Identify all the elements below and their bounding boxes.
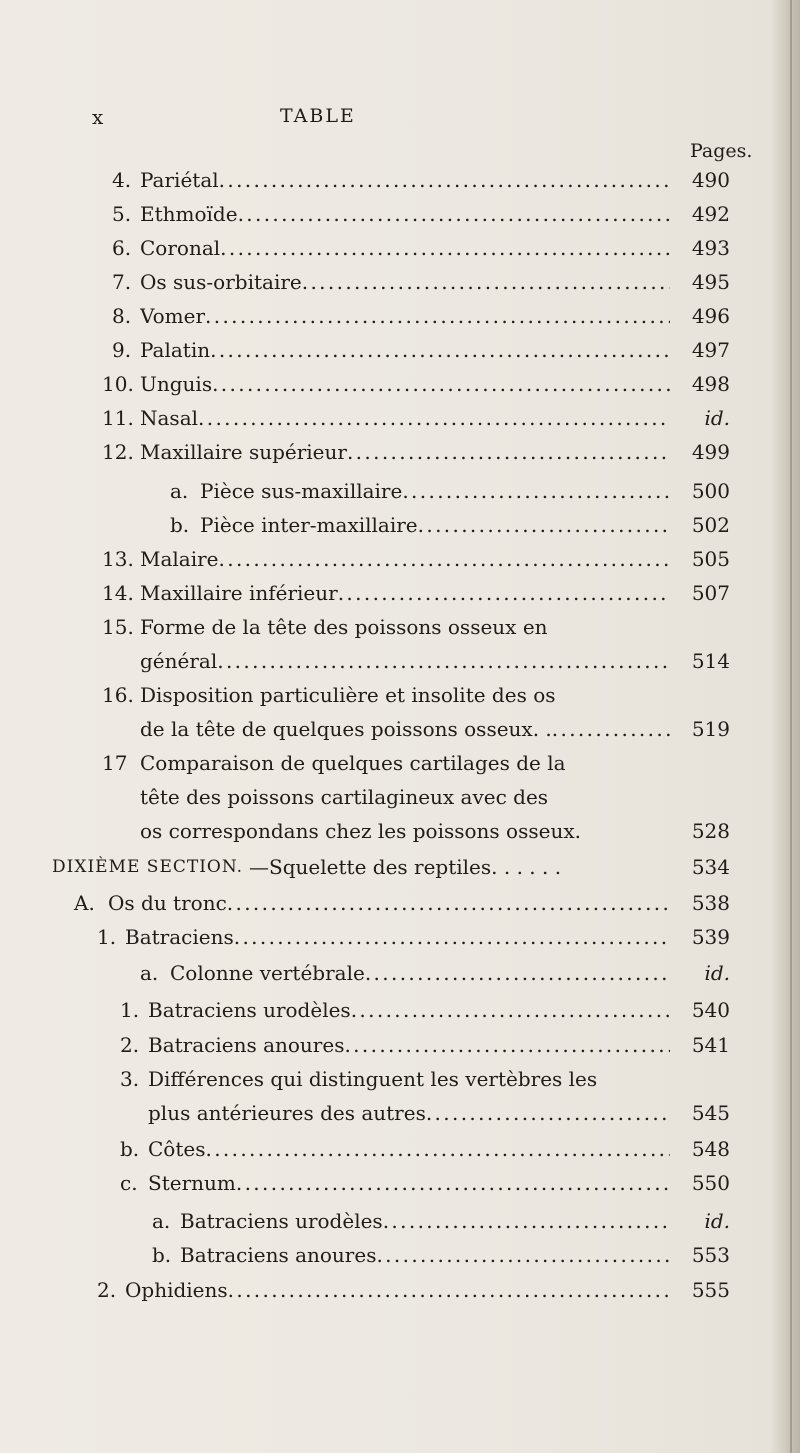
leader-dots (338, 576, 670, 610)
leader-dots (238, 197, 670, 231)
section-title: —Squelette des reptiles. . . . . . (249, 855, 562, 879)
toc-entry (112, 231, 730, 265)
leader-dots (219, 163, 670, 197)
page-number: x (92, 105, 104, 129)
toc-entry-line (102, 678, 556, 712)
entry-title: Côtes (148, 1137, 206, 1161)
leader-dots (205, 299, 670, 333)
entry-title: Maxillaire inférieur (140, 581, 338, 605)
entry-number: 6. (112, 236, 132, 260)
section-heading (52, 850, 730, 884)
entry-page: 553 (691, 1243, 730, 1267)
entry-page: id. (704, 406, 730, 430)
entry-title: Batraciens (125, 925, 234, 949)
leader-dots (376, 1238, 670, 1272)
entry-number: 8. (112, 304, 132, 328)
entry-number: a. (170, 479, 189, 503)
pages-column-label: Pages. (690, 140, 753, 162)
leader-dots (198, 401, 670, 435)
toc-entry (97, 920, 730, 954)
toc-entry (140, 644, 730, 678)
leader-dots (418, 508, 670, 542)
toc-entry (140, 814, 730, 848)
entry-page: 490 (691, 168, 730, 192)
entry-title: Os du tronc (108, 891, 227, 915)
entry-page: 540 (691, 998, 730, 1022)
entry-page: 493 (691, 236, 730, 260)
entry-page: 495 (691, 270, 730, 294)
entry-title: Ethmoïde (140, 202, 238, 226)
entry-page: 555 (691, 1278, 730, 1302)
entry-title-continued: tête des poissons cartilagineux avec des (140, 785, 549, 809)
entry-number: A. (74, 891, 95, 915)
entry-number: 2. (120, 1033, 140, 1057)
entry-title: Batraciens urodèles (180, 1209, 383, 1233)
entry-number: a. (140, 961, 159, 985)
entry-number: 7. (112, 270, 132, 294)
entry-page: 498 (691, 372, 730, 396)
toc-entry (170, 508, 730, 542)
running-title: TABLE (280, 105, 356, 127)
toc-entry (112, 299, 730, 333)
leader-gap (561, 850, 670, 884)
entry-number: 12. (102, 440, 134, 464)
entry-number: 16. (102, 683, 134, 707)
leader-dots (347, 435, 670, 469)
leader-dots (210, 333, 670, 367)
toc-entry (120, 1028, 730, 1062)
leader-dots (217, 644, 670, 678)
entry-number: 4. (112, 168, 132, 192)
toc-entry (112, 163, 730, 197)
section-label: DIXIÈME SECTION. (52, 857, 244, 877)
entry-title: Pariétal (140, 168, 219, 192)
entry-number: 2. (97, 1278, 117, 1302)
leader-dots (426, 1096, 670, 1130)
leader-dots (220, 231, 670, 265)
entry-number: 11. (102, 406, 134, 430)
toc-entry-line (120, 1062, 597, 1096)
entry-page: id. (704, 961, 730, 985)
entry-number: 17 (102, 751, 128, 775)
toc-entry (148, 1096, 730, 1130)
leader-dots (351, 993, 670, 1027)
entry-number: 10. (102, 372, 134, 396)
entry-title-continued: de la tête de quelques poissons osseux. . (140, 717, 552, 741)
entry-number: 13. (102, 547, 134, 571)
leader-dots (402, 474, 670, 508)
entry-number: c. (120, 1171, 138, 1195)
toc-entry (140, 956, 730, 990)
toc-entry (97, 1273, 730, 1307)
toc-entry (112, 265, 730, 299)
toc-entry (112, 197, 730, 231)
entry-title: Coronal (140, 236, 221, 260)
leader-dots (383, 1204, 670, 1238)
entry-title: Maxillaire supérieur (140, 440, 347, 464)
entry-number: 3. (120, 1067, 140, 1091)
leader-dots (219, 542, 670, 576)
entry-number: 5. (112, 202, 132, 226)
leader-dots (344, 1028, 670, 1062)
entry-page: 496 (691, 304, 730, 328)
entry-title: Différences qui distinguent les vertèbres les (148, 1067, 598, 1091)
entry-title: Malaire (140, 547, 219, 571)
toc-entry (102, 435, 730, 469)
entry-number: a. (152, 1209, 171, 1233)
entry-page: 550 (691, 1171, 730, 1195)
entry-page: 538 (691, 891, 730, 915)
toc-entry (102, 576, 730, 610)
toc-entry (120, 993, 730, 1027)
entry-title-continued: plus antérieures des autres (148, 1101, 426, 1125)
entry-number: 9. (112, 338, 132, 362)
entry-page: 534 (691, 855, 730, 879)
leader-dots (205, 1132, 670, 1166)
toc-entry-line (102, 746, 566, 780)
entry-page: 500 (691, 479, 730, 503)
entry-title: Forme de la tête des poissons osseux en (140, 615, 548, 639)
entry-page: 541 (691, 1033, 730, 1057)
toc-entry (152, 1238, 730, 1272)
entry-page: 545 (691, 1101, 730, 1125)
entry-page: 505 (691, 547, 730, 571)
leader-gap (552, 712, 670, 746)
entry-page: 497 (691, 338, 730, 362)
entry-number: 14. (102, 581, 134, 605)
entry-number: b. (120, 1137, 140, 1161)
leader-dots (365, 956, 670, 990)
entry-title: Unguis (140, 372, 213, 396)
entry-page: 539 (691, 925, 730, 949)
leader-dots (227, 886, 670, 920)
toc-entry (120, 1166, 730, 1200)
leader-dots (234, 920, 670, 954)
entry-page: 507 (691, 581, 730, 605)
entry-page: 528 (691, 819, 730, 843)
page-header (80, 103, 720, 133)
entry-title: Batraciens urodèles (148, 998, 351, 1022)
toc-entry (112, 333, 730, 367)
toc-entry (102, 401, 730, 435)
entry-title: Nasal (140, 406, 199, 430)
toc-entry (152, 1204, 730, 1238)
entry-number: 15. (102, 615, 134, 639)
entry-title: Disposition particulière et insolite des os (140, 683, 556, 707)
entry-title: Sternum (148, 1171, 236, 1195)
leader-dots (236, 1166, 670, 1200)
entry-title: Comparaison de quelques cartilages de la (140, 751, 566, 775)
entry-page: 492 (691, 202, 730, 226)
entry-title: Pièce sus-maxillaire (200, 479, 403, 503)
toc-entry (170, 474, 730, 508)
entry-number: 1. (97, 925, 117, 949)
toc-entry-line (140, 780, 548, 814)
entry-title: Batraciens anoures (148, 1033, 345, 1057)
entry-page: id. (704, 1209, 730, 1233)
entry-page: 514 (691, 649, 730, 673)
entry-page: 499 (691, 440, 730, 464)
leader-dots (212, 367, 670, 401)
page-edge-line (790, 0, 792, 1453)
toc-entry (74, 886, 730, 920)
entry-page: 519 (691, 717, 730, 741)
leader-dots (228, 1273, 670, 1307)
leader-gap (581, 814, 670, 848)
toc-entry (102, 367, 730, 401)
entry-number: b. (170, 513, 190, 537)
entry-title: Ophidiens (125, 1278, 228, 1302)
entry-title: Pièce inter-maxillaire (200, 513, 418, 537)
entry-title: Vomer (140, 304, 206, 328)
entry-title: Palatin (140, 338, 211, 362)
entry-page: 502 (691, 513, 730, 537)
toc-entry (140, 712, 730, 746)
entry-title: Colonne vertébrale (170, 961, 365, 985)
page-edge-shadow (770, 0, 800, 1453)
toc-entry (102, 542, 730, 576)
entry-number: b. (152, 1243, 172, 1267)
entry-title: Batraciens anoures (180, 1243, 377, 1267)
entry-title-continued: os correspondans chez les poissons osseux. (140, 819, 581, 843)
entry-title-continued: général (140, 649, 218, 673)
toc-entry (120, 1132, 730, 1166)
entry-title: Os sus-orbitaire (140, 270, 302, 294)
entry-number: 1. (120, 998, 140, 1022)
leader-dots (302, 265, 670, 299)
entry-page: 548 (691, 1137, 730, 1161)
toc-entry-line (102, 610, 548, 644)
